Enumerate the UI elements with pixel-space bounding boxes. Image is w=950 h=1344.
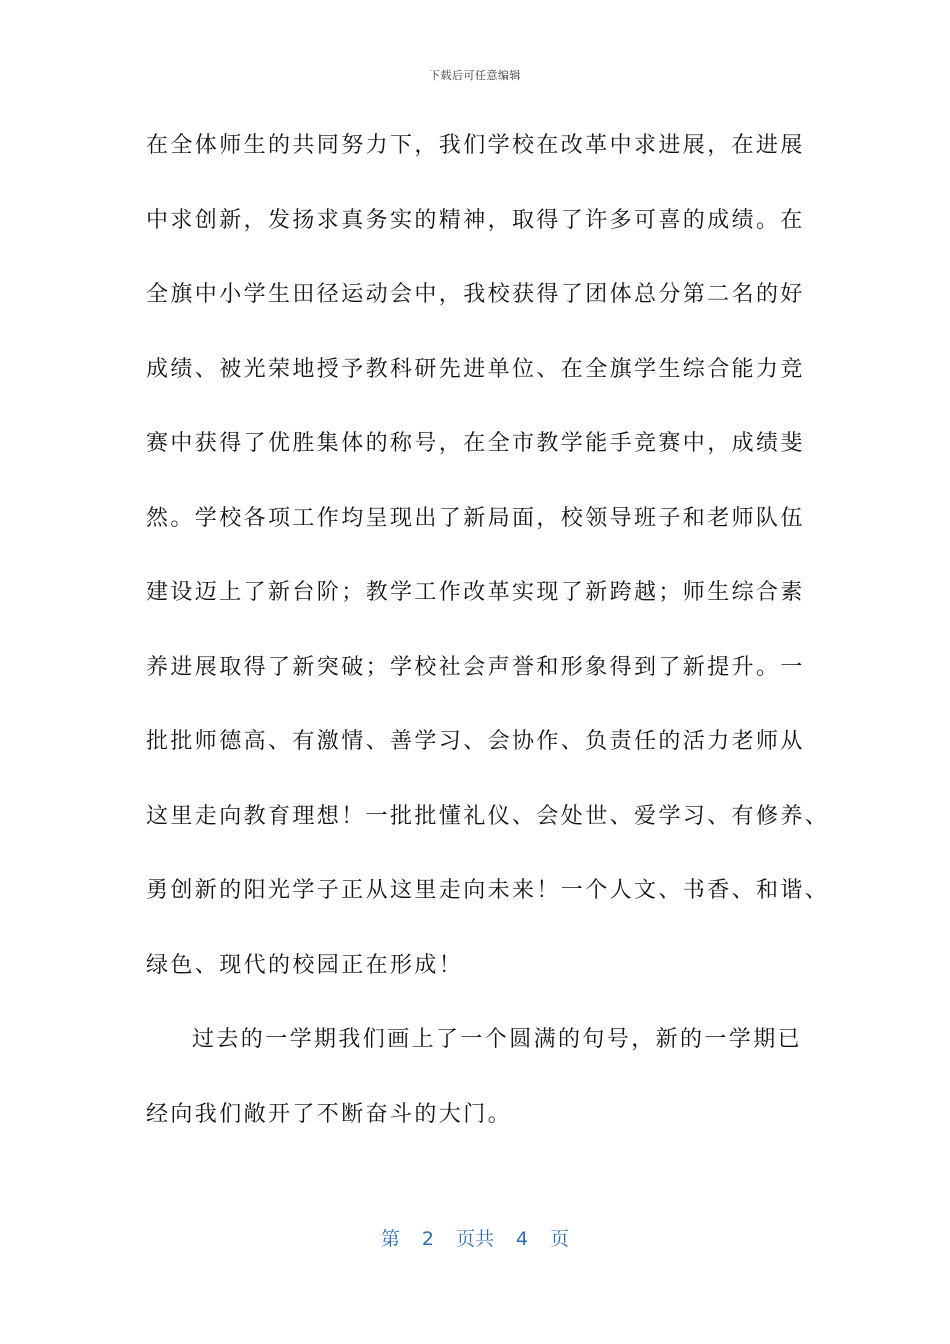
paragraph-line: 全旗中小学生田径运动会中，我校获得了团体总分第二名的好 [146,282,805,307]
paragraph-line: 绿色、现代的校园正在形成！ [146,952,464,978]
paragraph-line: 中求创新，发扬求真务实的精神，取得了许多可喜的成绩。在 [146,207,805,233]
paragraph-line: 勇创新的阳光学子正从这里走向未来！一个人文、书香、和谐、 [146,878,830,903]
paragraph-line: 过去的一学期我们画上了一个圆满的句号，新的一学期已 [192,1027,803,1052]
page-prefix: 第 [380,1228,400,1250]
total-pages-number: 4 [516,1228,529,1250]
paragraph-line: 这里走向教育理想！一批批懂礼仪、会处世、爱学习、有修养、 [146,803,830,829]
paragraph-line: 赛中获得了优胜集体的称号，在全市教学能手竞赛中，成绩斐 [146,431,805,456]
header-note: 下载后可任意编辑 [429,69,521,82]
paragraph-line: 批批师德高、有激情、善学习、会协作、负责任的活力老师从 [146,729,805,754]
paragraph-line: 经向我们敞开了不断奋斗的大门。 [146,1101,513,1127]
paragraph-line: 成绩、被光荣地授予教科研先进单位、在全旗学生综合能力竞 [146,356,805,382]
paragraph-line: 建设迈上了新台阶；教学工作改革实现了新跨越；师生综合素 [146,580,805,605]
paragraph-line: 养进展取得了新突破；学校社会声誉和形象得到了新提升。一 [146,654,805,680]
body-text [146,120,830,1163]
paragraph-line: 然。学校各项工作均呈现出了新局面，校领导班子和老师队伍 [146,505,805,531]
paragraph-line: 在全体师生的共同努力下，我们学校在改革中求进展，在进展 [146,133,805,158]
page-middle: 页共 [455,1228,494,1250]
page-number-footer [0,1224,950,1251]
page-suffix: 页 [550,1228,570,1250]
current-page-number: 2 [421,1228,434,1250]
